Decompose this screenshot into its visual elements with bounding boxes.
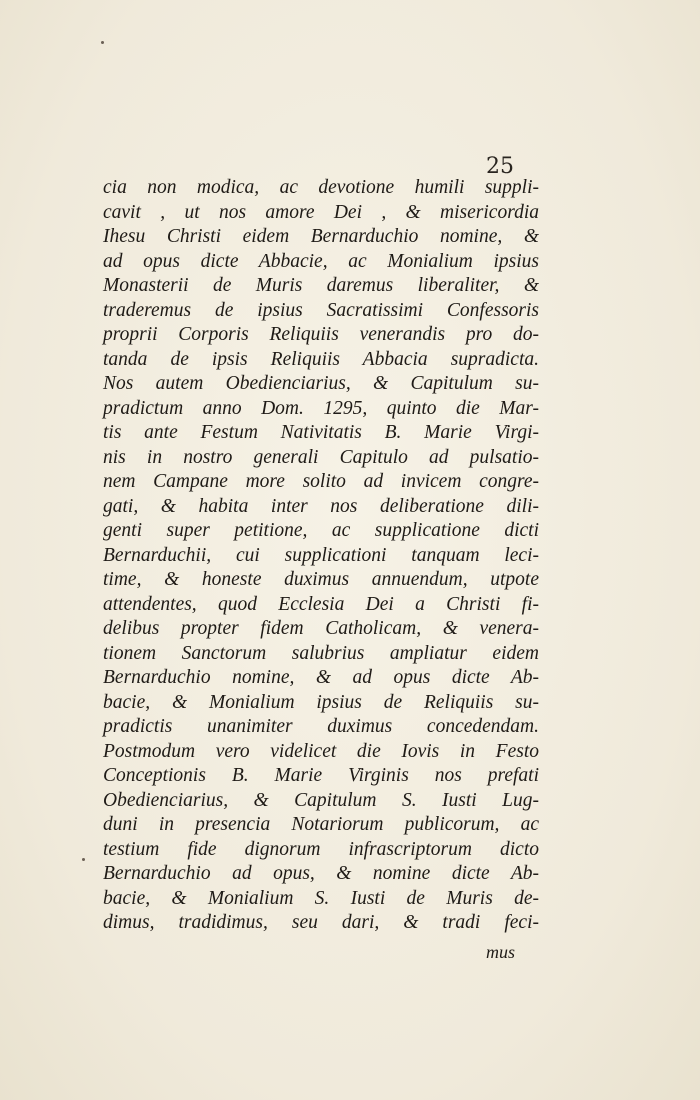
text-line: Nos autem Obedienciarius, & Capitulum su- (103, 373, 539, 394)
text-line: nis in nostro generali Capitulo ad pulsatio- (103, 446, 539, 468)
page-number: 25 (486, 154, 514, 179)
text-line: nem Campane more solito ad invicem congre- (103, 471, 539, 492)
paper-speck (82, 858, 85, 861)
text-line: tionem Sanctorum salubrius ampliatur eidem (103, 642, 539, 664)
text-line: Bernarduchio nomine, & ad opus dicte Ab- (103, 667, 539, 688)
text-line: attendentes, quod Ecclesia Dei a Christi fi- (103, 593, 539, 615)
text-line: cavit , ut nos amore Dei , & misericordia (103, 201, 539, 223)
text-line: Ihesu Christi eidem Bernarduchio nomine, & (103, 226, 539, 247)
text-line: testium fide dignorum infrascriptorum dicto (103, 838, 539, 860)
text-line: time, & honeste duximus annuendum, utpote (103, 569, 539, 590)
text-line: gati, & habita inter nos deliberatione dili- (103, 495, 539, 517)
body-text (103, 176, 539, 936)
text-line: Monasterii de Muris daremus liberaliter, & (103, 275, 539, 296)
text-line: traderemus de ipsius Sacratissimi Confessoris (103, 299, 539, 321)
text-line: pradictis unanimiter duximus concedendam. (103, 716, 539, 737)
text-line: bacie, & Monialium ipsius de Reliquiis su- (103, 691, 539, 713)
text-line: Bernarduchii, cui supplicationi tanquam leci- (103, 544, 539, 566)
text-line: genti super petitione, ac supplicatione dicti (103, 520, 539, 541)
text-line: pradictum anno Dom. 1295, quinto die Mar- (103, 397, 539, 419)
text-line: bacie, & Monialium S. Iusti de Muris de- (103, 887, 539, 909)
catchword: mus (486, 942, 516, 962)
text-line: cia non modica, ac devotione humili suppli- (103, 177, 539, 198)
text-line: Conceptionis B. Marie Virginis nos prefati (103, 765, 539, 786)
text-line: Obedienciarius, & Capitulum S. Iusti Lug- (103, 789, 539, 811)
text-line: duni in presencia Notariorum publicorum, ac (103, 814, 539, 835)
text-line: ad opus dicte Abbacie, ac Monialium ipsius (103, 250, 539, 272)
text-line: delibus propter fidem Catholicam, & venera- (103, 618, 539, 639)
paper-speck (101, 41, 104, 44)
text-line: tis ante Festum Nativitatis B. Marie Virgi- (103, 422, 539, 443)
text-line: proprii Corporis Reliquiis venerandis pro do- (103, 324, 539, 345)
text-line: Bernarduchio ad opus, & nomine dicte Ab- (103, 863, 539, 884)
text-line: tanda de ipsis Reliquiis Abbacia supradicta. (103, 348, 539, 370)
text-line: Postmodum vero videlicet die Iovis in Festo (103, 740, 539, 762)
text-line: dimus, tradidimus, seu dari, & tradi feci- (103, 912, 539, 933)
